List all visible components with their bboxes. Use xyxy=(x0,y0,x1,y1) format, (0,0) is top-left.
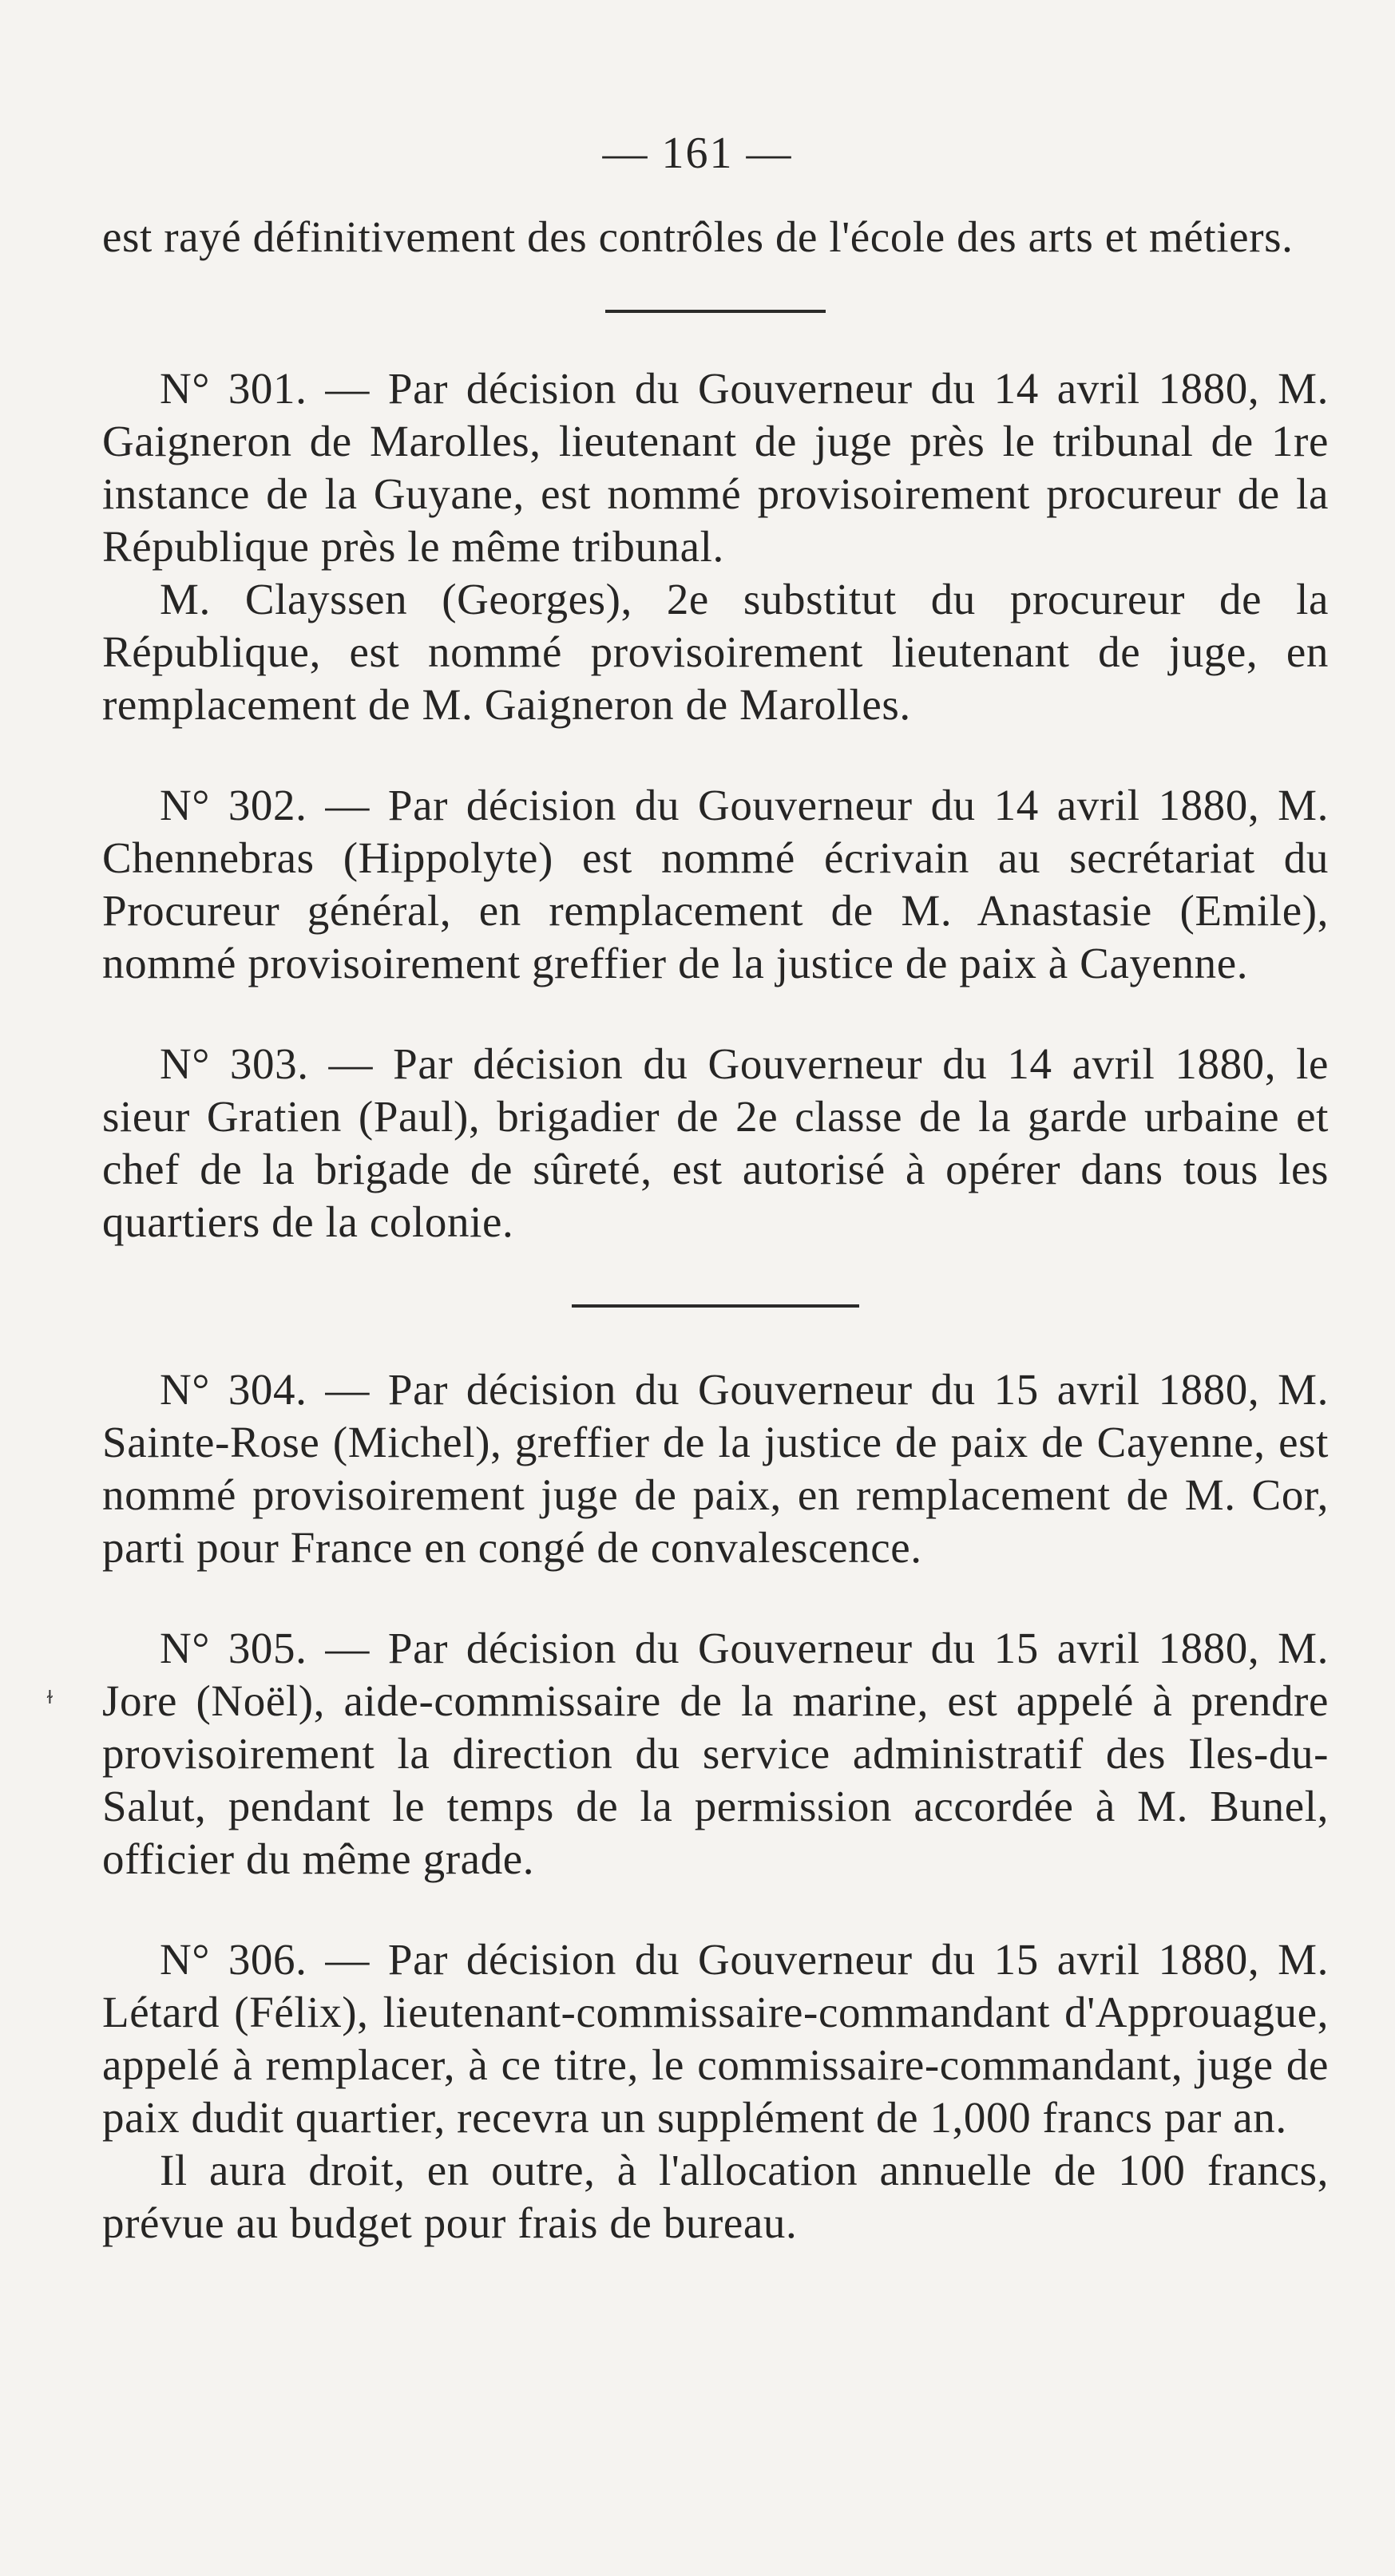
page-body xyxy=(102,128,1329,2250)
entry-306 xyxy=(102,1933,1329,2250)
entry-paragraph: N° 305. — Par décision du Gouverneur du 15 avril 1880, M. Jore (Noël), aide-commissaire de la marine, est appelé à prendre provisoirement la direction du service administratif des Iles-du-Salut, pendant le temps de la permission accordée à M. Bunel, officier du même grade. xyxy=(102,1624,1329,1883)
entry-paragraph: N° 303. — Par décision du Gouverneur du 14 avril 1880, le sieur Gratien (Paul), brigadier de 2e classe de la garde urbaine et chef de la brigade de sûreté, est autorisé à opérer dans tous les quartiers de la colonie. xyxy=(102,1039,1329,1246)
margin-mark: ɫ xyxy=(46,1688,54,1708)
entry-paragraph: N° 306. — Par décision du Gouverneur du 15 avril 1880, M. Létard (Félix), lieutenant-commissaire-commandant d'Approuague, appelé à remplacer, à ce titre, le commissaire-commandant, juge de paix dudit quartier, recevra un supplément de 1,000 francs par an. xyxy=(102,1935,1329,2142)
entry-305 xyxy=(102,1622,1329,1886)
page-number: — 161 — xyxy=(602,129,793,178)
section-rule xyxy=(572,1304,859,1308)
entry-paragraph: N° 302. — Par décision du Gouverneur du 14 avril 1880, M. Chennebras (Hippolyte) est nommé écrivain au secrétariat du Procureur général, en remplacement de M. Anastasie (Emile), nommé provisoirement greffier de la justice de paix à Cayenne. xyxy=(102,781,1329,987)
section-rule xyxy=(605,310,826,313)
continuation-paragraph: est rayé définitivement des contrôles de l'école des arts et métiers. xyxy=(102,212,1294,261)
entry-301 xyxy=(102,362,1329,731)
entry-paragraph: M. Clayssen (Georges), 2e substitut du procureur de la République, est nommé provisoirement lieutenant de juge, en remplacement de M. Gaigneron de Marolles. xyxy=(102,575,1329,729)
entry-303 xyxy=(102,1038,1329,1248)
entry-paragraph: N° 301. — Par décision du Gouverneur du 14 avril 1880, M. Gaigneron de Marolles, lieutenant de juge près le tribunal de 1re instance de la Guyane, est nommé provisoirement procureur de la République près le même tribunal. xyxy=(102,364,1329,571)
entry-paragraph: N° 304. — Par décision du Gouverneur du 15 avril 1880, M. Sainte-Rose (Michel), greffier de la justice de paix de Cayenne, est nommé provisoirement juge de paix, en remplacement de M. Cor, parti pour France en congé de convalescence. xyxy=(102,1365,1329,1572)
entry-paragraph: Il aura droit, en outre, à l'allocation annuelle de 100 francs, prévue au budget pour frais de bureau. xyxy=(102,2146,1329,2247)
entry-304 xyxy=(102,1363,1329,1574)
entry-302 xyxy=(102,779,1329,990)
